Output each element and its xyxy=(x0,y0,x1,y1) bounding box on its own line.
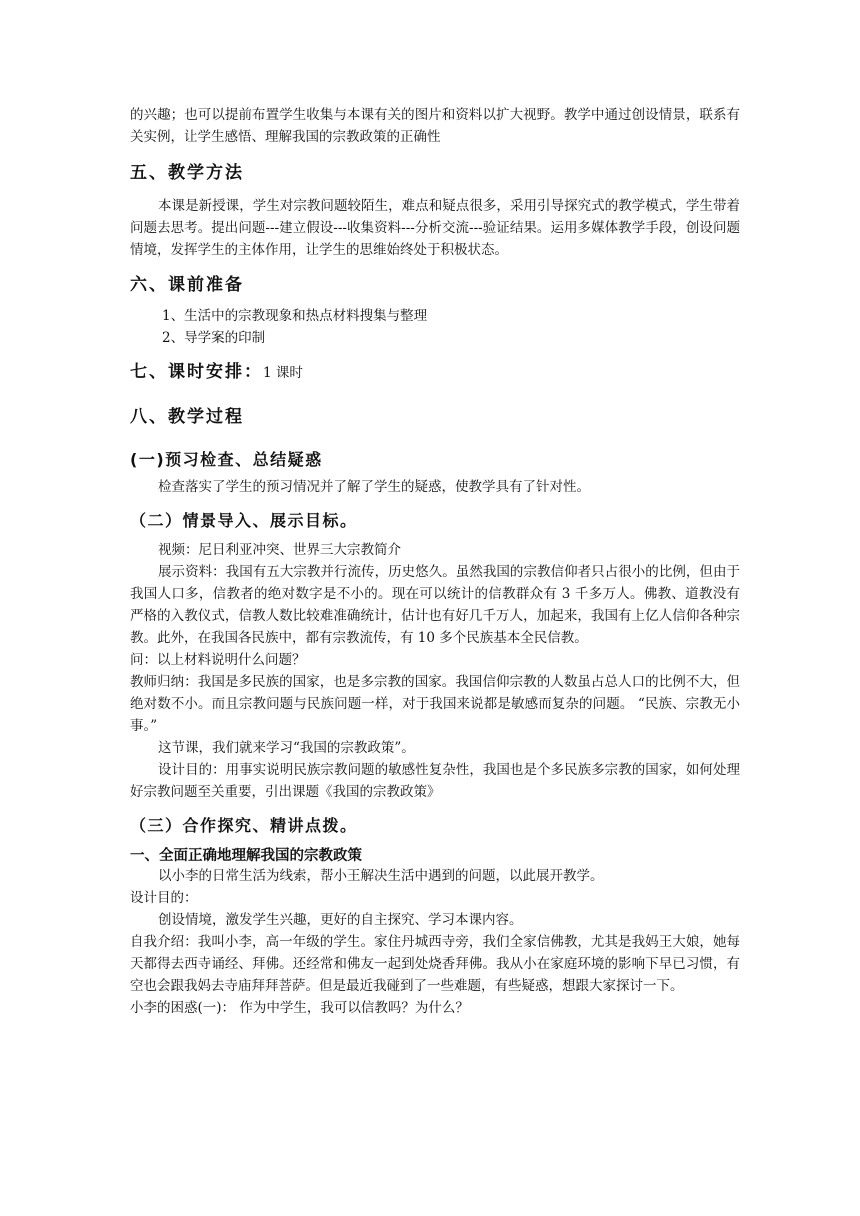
lesson-line: 这节课，我们就来学习“我国的宗教政策”。 xyxy=(158,740,415,756)
material-paragraph: 展示资料：我国有五大宗教并行流传，历史悠久。虽然我国的宗教信仰者只占很小的比例，但由于我国人口多，信教者的绝对数字是不小的。现在可以统计的信教群众有 3 千多万人。佛教、道教没有严格的入教仪式，信教人数比较难准确统计，估计也有好几千万人，加起来，我国有上亿人信仰各种宗教。此外，在我国各民族中，都有宗教流传，有 10 多个民族基本全民信教。 xyxy=(130,564,740,646)
puzzle-one-line: 小李的困惑(一)： 作为中学生，我可以信教吗？为什么？ xyxy=(130,1000,469,1016)
design-purpose-paragraph: 设计目的：用事实说明民族宗教问题的敏感性复杂性，我国也是个多民族多宗教的国家，如何处理好宗教问题至关重要，引出课题《我国的宗教政策》 xyxy=(130,762,740,800)
section-heading-schedule xyxy=(130,357,740,382)
part-heading-preview: (一)预习检查、总结疑惑 xyxy=(130,450,323,469)
part-heading-cooperation: （三）合作探究、精讲点拨。 xyxy=(130,816,358,835)
section-heading-methods: 五、教学方法 xyxy=(130,163,244,183)
question-line: 问：以上材料说明什么问题？ xyxy=(130,652,306,668)
intro-paragraph: 的兴趣；也可以提前布置学生收集与本课有关的图片和资料以扩大视野。教学中通过创设情景，联系有关实例，让学生感悟、理解我国的宗教政策的正确性 xyxy=(130,107,740,145)
teacher-summary-paragraph: 教师归纳：我国是多民族的国家，也是多宗教的国家。我国信仰宗教的人数虽占总人口的比例不大，但绝对数不小。而且宗教问题与民族问题一样，对于我国来说都是敏感而复杂的问题。 “民族、宗教无小事。” xyxy=(130,674,740,734)
self-introduction-paragraph: 自我介绍：我叫小李，高一年级的学生。家住丹城西寺旁，我们全家信佛教，尤其是我妈王大娘，她每天都得去西寺诵经、拜佛。还经常和佛友一起到处烧香拜佛。我从小在家庭环境的影响下早已习惯，有空也会跟我妈去寺庙拜拜菩萨。但是最近我碰到了一些难题，有些疑惑，想跟大家探讨一下。 xyxy=(130,934,740,994)
preview-paragraph: 检查落实了学生的预习情况并了解了学生的疑惑，使教学具有了针对性。 xyxy=(158,479,590,495)
design-purpose-text: 创设情境，激发学生兴趣，更好的自主探究、学习本课内容。 xyxy=(158,912,523,928)
section-heading-process: 八、教学过程 xyxy=(130,407,244,427)
video-line: 视频：尼日利亚冲突、世界三大宗教简介 xyxy=(158,542,401,558)
storyline-paragraph: 以小李的日常生活为线索，帮小王解决生活中遇到的问题，以此展开教学。 xyxy=(158,868,604,884)
part-heading-introduction: （二）情景导入、展示目标。 xyxy=(130,511,358,530)
preparation-item-1: 1、生活中的宗教现象和热点材料搜集与整理 xyxy=(162,308,428,324)
methods-paragraph: 本课是新授课，学生对宗教问题较陌生，难点和疑点很多，采用引导探究式的教学模式，学生带着问题去思考。提出问题---建立假设---收集资料---分析交流---验证结果。运用多媒体教学手段，创设问题情境，发挥学生的主体作用，让学生的思维始终处于积极状态。 xyxy=(130,198,740,258)
schedule-label: 七、课时安排： xyxy=(130,362,263,382)
section-heading-preparation: 六、课前准备 xyxy=(130,275,244,295)
subheading-religious-policy: 一、全面正确地理解我国的宗教政策 xyxy=(130,848,362,864)
schedule-value: 1 课时 xyxy=(263,365,303,381)
document-page xyxy=(130,104,740,1019)
design-purpose-label: 设计目的： xyxy=(130,890,198,906)
preparation-item-2: 2、导学案的印制 xyxy=(162,330,266,346)
